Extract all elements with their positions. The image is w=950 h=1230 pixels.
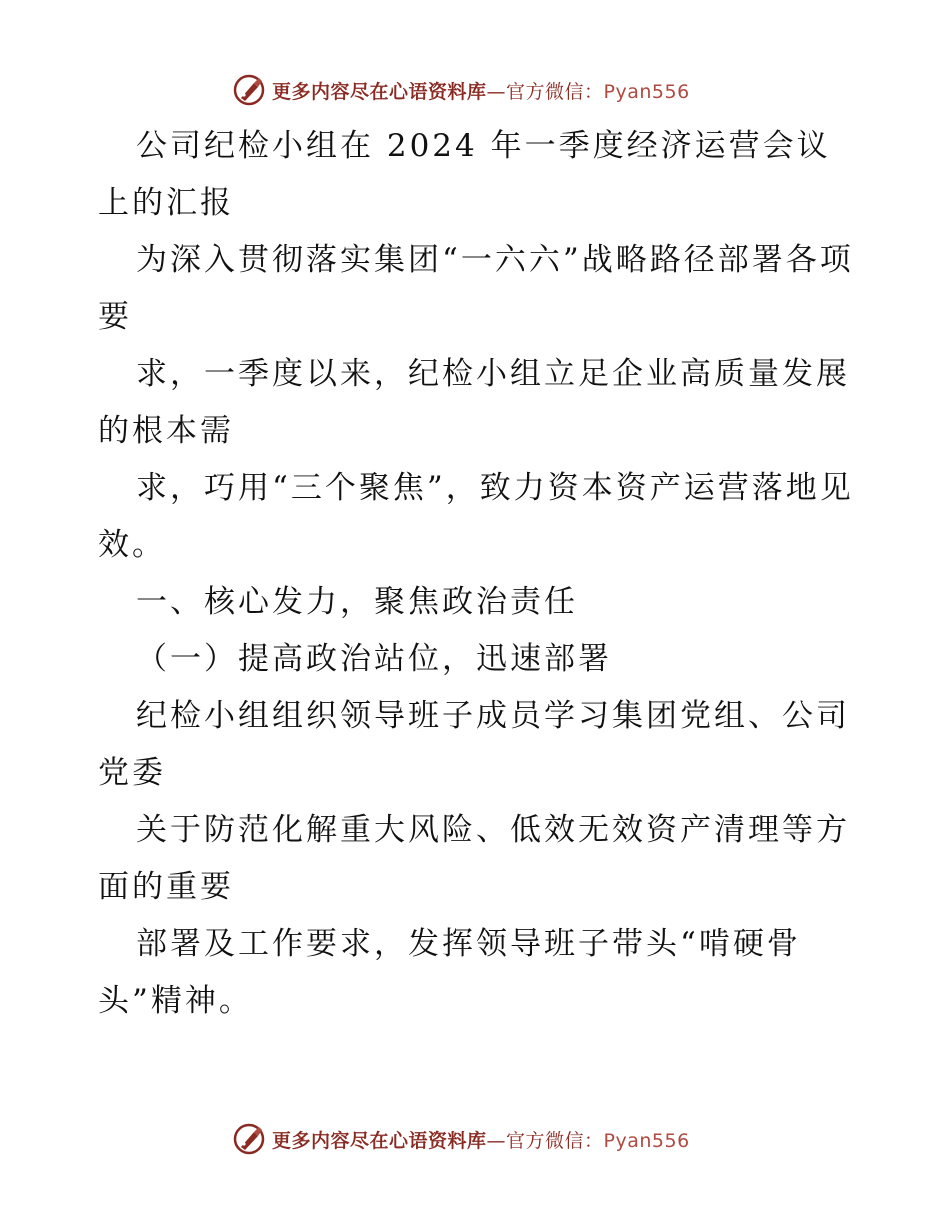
paragraph-5: 关于防范化解重大风险、低效无效资产清理等方面的重要	[98, 812, 850, 905]
watermark-brand: 更多内容尽在心语资料库	[272, 80, 487, 103]
paragraph-6: 部署及工作要求，发挥领导班子带头“啃硬骨头”精神。	[98, 926, 801, 1019]
watermark-brand: 更多内容尽在心语资料库	[272, 1129, 487, 1152]
watermark-banner-top	[232, 70, 712, 110]
section-heading-1: 一、核心发力，聚焦政治责任	[136, 584, 578, 620]
paragraph-4: 纪检小组组织领导班子成员学习集团党组、公司党委	[98, 698, 850, 791]
pen-logo-icon	[232, 73, 266, 107]
paragraph-2: 求，一季度以来，纪检小组立足企业高质量发展的根本需	[98, 356, 850, 449]
document-body	[98, 118, 858, 1030]
watermark-wechat-label: 官方微信：	[506, 1129, 604, 1152]
watermark-separator: —	[486, 80, 507, 103]
subsection-heading-1: （一）提高政治站位，迅速部署	[136, 641, 612, 677]
paragraph-3: 求，巧用“三个聚焦”，致力资本资产运营落地见效。	[98, 470, 854, 563]
paragraph-1: 为深入贯彻落实集团“一六六”战略路径部署各项要	[98, 242, 854, 335]
watermark-banner-bottom	[232, 1119, 712, 1159]
watermark-separator: —	[486, 1129, 507, 1152]
watermark-wechat-label: 官方微信：	[506, 80, 604, 103]
document-title: 公司纪检小组在 2024 年一季度经济运营会议上的汇报	[98, 128, 831, 221]
watermark-text	[272, 77, 690, 104]
pen-logo-icon	[232, 1122, 266, 1156]
watermark-wechat-id: Pyan556	[603, 80, 690, 103]
watermark-wechat-id: Pyan556	[603, 1129, 690, 1152]
watermark-text	[272, 1126, 690, 1153]
